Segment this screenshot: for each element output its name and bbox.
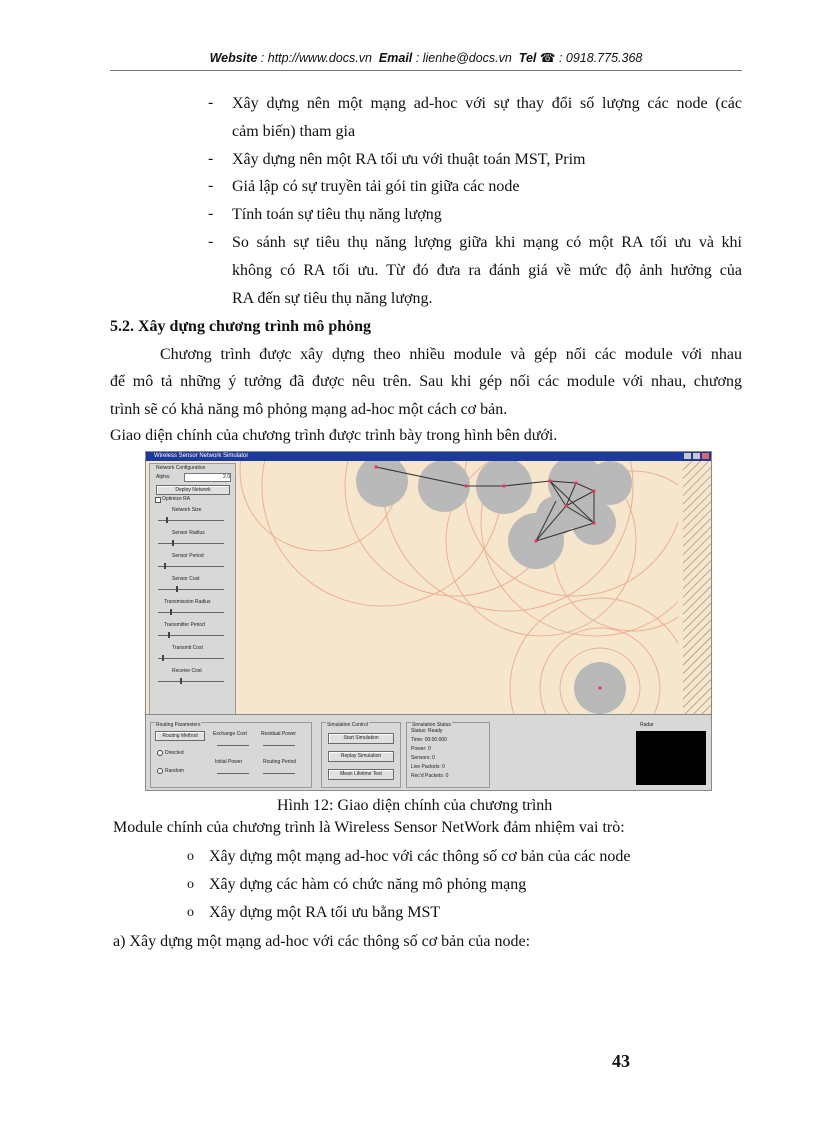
residual-power-label: Residual Power — [261, 731, 297, 737]
routing-period-slider[interactable] — [263, 773, 295, 774]
slider-label-8: Receive Cost — [172, 668, 202, 674]
optimize-label: Optimize RA — [162, 496, 191, 502]
o-bullet-2-text: Xây dựng các hàm có chức năng mô phỏng mạng — [209, 876, 527, 893]
routing-period-label: Routing Period — [263, 759, 297, 765]
slider-label-1: Network Size — [172, 507, 202, 513]
slider-track-4[interactable] — [158, 589, 224, 590]
simulation-status-group — [406, 722, 490, 788]
module-line: Module chính của chương trình là Wireless Sensor NetWork đảm nhiệm vai trò: — [113, 819, 625, 836]
start-simulation-button[interactable]: Start Simulation — [328, 733, 394, 744]
slider-label-7: Transmit Cost — [172, 645, 203, 651]
routing-parameters-group — [150, 722, 312, 788]
slider-label-3: Sensor Period — [172, 553, 204, 559]
slider-knob-4[interactable] — [176, 586, 178, 592]
slider-knob-3[interactable] — [164, 563, 166, 569]
simulator-screenshot — [145, 451, 712, 791]
o-bullet-2: o — [187, 877, 194, 892]
o-bullet-3-text: Xây dựng một RA tối ưu bằng MST — [209, 904, 441, 921]
slider-track-5[interactable] — [158, 612, 224, 613]
website-url: : http://www.docs.vn — [260, 51, 372, 65]
dash-5: - — [208, 233, 214, 250]
maximize-icon[interactable] — [693, 453, 700, 459]
slider-knob-5[interactable] — [170, 609, 172, 615]
slider-label-5: Transmission Radius — [164, 599, 211, 605]
routing-group-title: Routing Parameters — [156, 722, 201, 728]
mean-lifetime-button[interactable]: Mean Lifetime Test — [328, 769, 394, 780]
bullet-1-line-1: Xây dựng nên một mạng ad-hoc với sự thay đổi số lượng các node (các — [232, 95, 742, 112]
page-number: 43 — [612, 1051, 630, 1071]
email-value: : lienhe@docs.vn — [415, 51, 512, 65]
radio-random-label: Random — [165, 768, 184, 774]
panel-title: Network Configuration — [156, 465, 206, 471]
alpha-label: Alpha: — [156, 474, 171, 480]
dash-4: - — [208, 205, 214, 222]
slider-knob-7[interactable] — [162, 655, 164, 661]
o-bullet-1-text: Xây dựng một mạng ad-hoc với các thông số cơ bản của các node — [209, 848, 631, 865]
optimize-checkbox[interactable] — [155, 497, 161, 503]
slider-knob-1[interactable] — [166, 517, 168, 523]
bullet-2-line-1: Xây dựng nên một RA tối ưu với thuật toán MST, Prim — [232, 151, 586, 168]
network-canvas[interactable] — [236, 461, 678, 714]
subheading-a: a) Xây dựng một mạng ad-hoc với các thông số cơ bản của node: — [113, 933, 531, 950]
tel-value: : 0918.775.368 — [558, 51, 643, 65]
deploy-network-button[interactable]: Deploy Network — [156, 485, 230, 495]
replay-simulation-button[interactable]: Replay Simulation — [328, 751, 394, 762]
radio-directed-label: Directed — [165, 750, 184, 756]
phone-icon: ☎ — [539, 51, 556, 65]
paragraph-line-2: để mô tả những ý tưởng đã được nêu trên. Sau khi gép nối các module với nhau, chương — [110, 373, 742, 390]
slider-label-2: Sensor Radius — [172, 530, 205, 536]
status-line-2: Time: 00:00:000 — [411, 737, 447, 743]
network-config-panel — [149, 463, 236, 715]
bullet-4-line-1: Tính toán sự tiêu thụ năng lượng — [232, 206, 442, 223]
paragraph-line-1: Chương trình được xây dựng theo nhiều module và gép nối các module với nhau — [160, 346, 742, 363]
dash-2: - — [208, 150, 214, 167]
window-titlebar — [146, 452, 711, 461]
dash-3: - — [208, 177, 214, 194]
status-line-4: Sensors: 0 — [411, 755, 435, 761]
bottom-controls — [146, 714, 711, 791]
radio-random[interactable] — [157, 768, 163, 774]
alpha-input[interactable]: 2.0 — [184, 473, 231, 482]
section-heading: 5.2. Xây dựng chương trình mô phỏng — [110, 318, 372, 335]
minimize-icon[interactable] — [684, 453, 691, 459]
close-icon[interactable] — [702, 453, 709, 459]
bullet-1-line-2: cảm biến) tham gia — [232, 123, 356, 140]
slider-track-8[interactable] — [158, 681, 224, 682]
exchange-cost-label: Exchange Cost — [213, 731, 247, 737]
bullet-5-line-1: So sánh sự tiêu thụ năng lượng giữa khi mạng có một RA tối ưu và khi — [232, 234, 742, 251]
slider-track-7[interactable] — [158, 658, 224, 659]
bullet-5-line-2: không có RA tối ưu. Từ đó đưa ra đánh giá về mức độ ảnh hưởng của — [232, 262, 742, 279]
o-bullet-3: o — [187, 905, 194, 920]
routing-method-button[interactable]: Routing Method — [155, 731, 205, 741]
header-rule — [110, 70, 742, 71]
tel-label: Tel — [518, 51, 537, 65]
hatched-scroll-area[interactable] — [683, 461, 711, 714]
email-label: Email — [378, 51, 413, 65]
initial-power-slider[interactable] — [217, 773, 249, 774]
status-line-5: Live Packets: 0 — [411, 764, 445, 770]
slider-label-6: Transmitter Period — [164, 622, 205, 628]
slider-track-2[interactable] — [158, 543, 224, 544]
slider-knob-8[interactable] — [180, 678, 182, 684]
page-header — [110, 50, 742, 65]
window-title: Wireless Sensor Network Simulator — [154, 453, 249, 459]
figure-caption: Hình 12: Giao diện chính của chương trình — [277, 797, 553, 814]
bullet-5-line-3: RA đến sự tiêu thụ năng lượng. — [232, 290, 433, 307]
slider-knob-2[interactable] — [172, 540, 174, 546]
slider-track-3[interactable] — [158, 566, 224, 567]
status-line-6: Rec'd Packets: 0 — [411, 773, 449, 779]
dash-1: - — [208, 94, 214, 111]
residual-power-slider[interactable] — [263, 745, 295, 746]
intro-line: Giao diện chính của chương trình được trình bày trong hình bên dưới. — [110, 427, 558, 444]
radio-directed[interactable] — [157, 750, 163, 756]
exchange-cost-slider[interactable] — [217, 745, 249, 746]
sim-control-title: Simulation Control — [327, 722, 368, 728]
status-line-1: Status: Ready — [411, 728, 443, 734]
slider-knob-6[interactable] — [168, 632, 170, 638]
o-bullet-1: o — [187, 849, 194, 864]
sim-status-title: Simulation Status — [412, 722, 451, 728]
initial-power-label: Initial Power — [215, 759, 243, 765]
slider-label-4: Sensor Cost — [172, 576, 200, 582]
website-label: Website — [209, 51, 258, 65]
simulation-control-group — [321, 722, 401, 788]
radar-label: Radar — [640, 722, 654, 728]
paragraph-line-3: trình sẽ có khả năng mô phỏng mạng ad-hoc một cách cơ bản. — [110, 401, 508, 418]
radar-display — [636, 731, 706, 785]
bullet-3-line-1: Giả lập có sự truyền tải gói tin giữa các node — [232, 178, 520, 195]
status-line-3: Power: 0 — [411, 746, 431, 752]
